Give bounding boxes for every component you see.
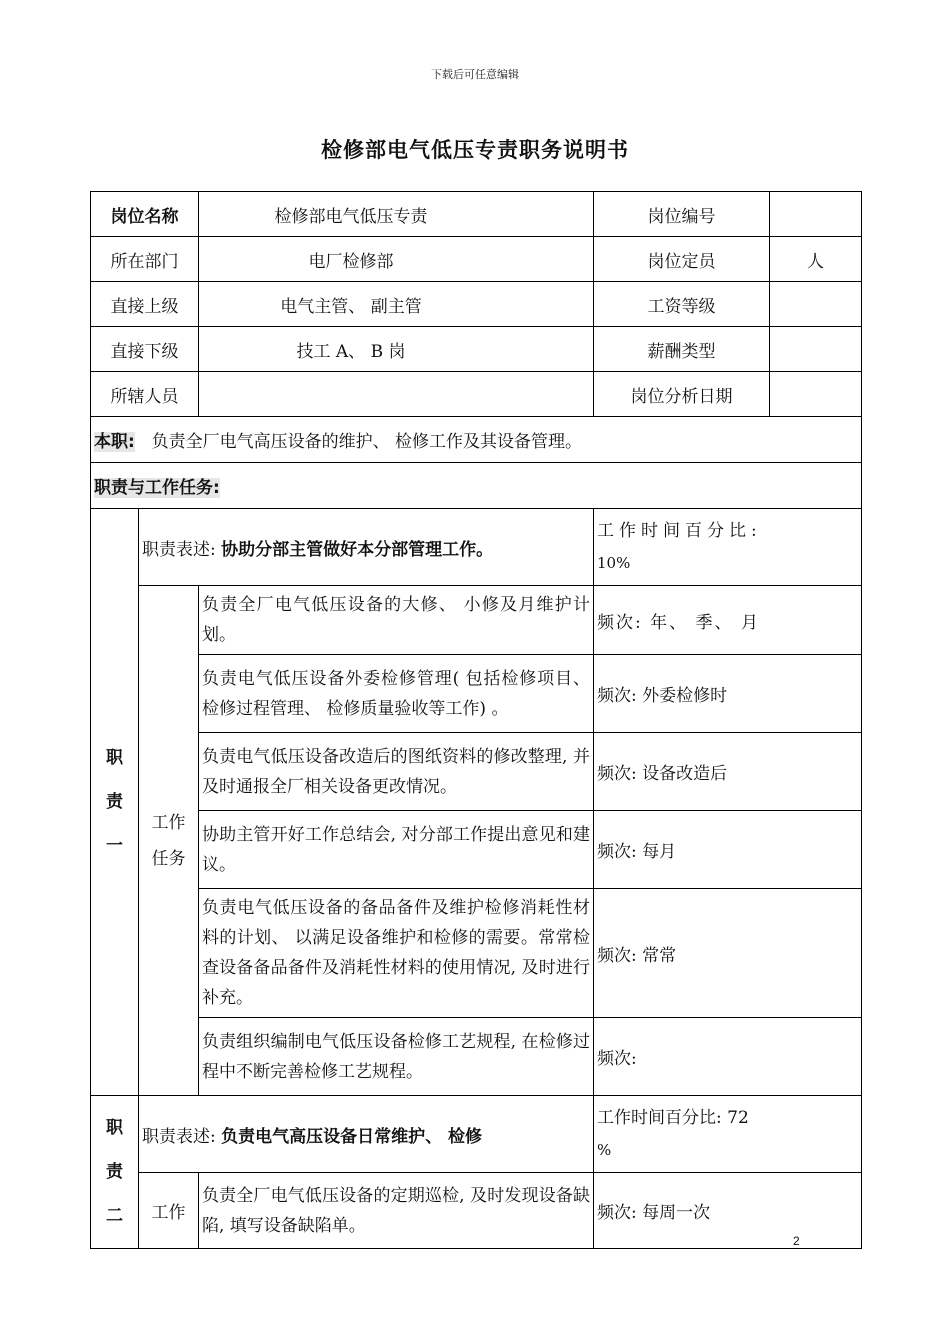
info-label: 直接下级 — [91, 327, 199, 372]
tasks-label-line: 任务 — [151, 848, 186, 869]
duty1-desc-row — [91, 509, 862, 586]
info-label: 直接上级 — [91, 282, 199, 327]
info-label: 所在部门 — [91, 237, 199, 282]
tasks-label-line: 工作 — [151, 812, 186, 833]
job-description-table — [90, 191, 862, 1249]
duties-header-row — [91, 463, 862, 509]
task-freq: 频次: 每月 — [594, 811, 862, 889]
info-value — [770, 327, 862, 372]
duty2-desc-prefix: 职责表述: — [142, 1126, 216, 1147]
duty2-pct-line1: 工作时间百分比: 72 — [597, 1108, 749, 1128]
duty1-pct-line1: 工作时间百分比: — [597, 521, 762, 541]
task-text: 负责电气低压设备的备品备件及维护检修消耗性材料的计划、 以满足设备维护和检修的需要。常常检查设备备品备件及消耗性材料的使用情况, 及时进行补充。 — [199, 889, 594, 1018]
duty2-pct-line2: % — [597, 1141, 612, 1159]
duty2-label-char: 二 — [106, 1206, 123, 1226]
info-label-text: 岗位编号 — [647, 206, 716, 227]
duties-header: 职责与工作任务: — [94, 478, 220, 498]
task-text: 负责电气低压设备改造后的图纸资料的修改整理, 并及时通报全厂相关设备更改情况。 — [199, 733, 594, 811]
info-value — [770, 192, 862, 237]
task-row — [91, 733, 862, 811]
duties-header-cell — [91, 463, 862, 509]
tasks-label — [139, 586, 199, 1096]
duty1-label-char: 一 — [106, 836, 123, 856]
duty1-desc — [139, 509, 594, 586]
duty1-desc-text: 协助分部主管做好本分部管理工作。 — [221, 539, 494, 560]
task-row — [91, 811, 862, 889]
info-row — [91, 282, 862, 327]
info-value-text: 检修部电气低压专责 — [274, 206, 428, 227]
benzhi-text: 负责全厂电气高压设备的维护、 检修工作及其设备管理。 — [151, 432, 583, 452]
info-label: 岗位名称 — [91, 192, 199, 237]
header-note: 下载后可任意编辑 — [431, 68, 519, 81]
task-text: 协助主管开好工作总结会, 对分部工作提出意见和建议。 — [199, 811, 594, 889]
info-value-text: 电厂检修部 — [308, 251, 394, 272]
duty2-label-char: 责 — [106, 1162, 123, 1182]
info-row — [91, 192, 862, 237]
duty2-desc — [139, 1096, 594, 1173]
benzhi-cell — [91, 417, 862, 463]
info-value — [199, 327, 594, 372]
info-value — [199, 192, 594, 237]
info-value — [770, 282, 862, 327]
info-value — [199, 372, 594, 417]
info-row — [91, 372, 862, 417]
duty2-label-char: 职 — [106, 1118, 123, 1138]
info-row — [91, 237, 862, 282]
task-freq: 频次: 设备改造后 — [594, 733, 862, 811]
task-freq: 频次: 年、 季、 月 — [594, 586, 862, 655]
info-value-text: 电气主管、 副主管 — [280, 296, 422, 317]
task-row — [91, 586, 862, 655]
task-text: 负责组织编制电气低压设备检修工艺规程, 在检修过程中不断完善检修工艺规程。 — [199, 1018, 594, 1096]
duty2-tasks-label: 工作 — [139, 1173, 199, 1249]
task-freq: 频次: 外委检修时 — [594, 655, 862, 733]
benzhi-row — [91, 417, 862, 463]
duty1-pct — [594, 509, 862, 586]
info-value — [770, 372, 862, 417]
info-label — [594, 192, 770, 237]
task-freq: 频次: 每周一次 — [594, 1173, 862, 1249]
task-row — [91, 655, 862, 733]
info-label: 岗位分析日期 — [594, 372, 770, 417]
page-number: 2 — [793, 1234, 800, 1248]
duty1-label-char: 责 — [106, 792, 123, 812]
info-value — [199, 282, 594, 327]
task-freq: 频次: — [594, 1018, 862, 1096]
duty2-label — [91, 1096, 139, 1249]
task-text: 负责电气低压设备外委检修管理( 包括检修项目、 检修过程管理、 检修质量验收等工作) 。 — [199, 655, 594, 733]
duty1-desc-prefix: 职责表述: — [142, 539, 216, 560]
benzhi-label: 本职: — [94, 432, 135, 452]
info-value-text: 技工 A、 B 岗 — [296, 341, 406, 362]
task-row — [91, 1018, 862, 1096]
info-value: 人 — [770, 237, 862, 282]
task-row — [91, 1173, 862, 1249]
info-label: 岗位定员 — [594, 237, 770, 282]
info-row — [91, 327, 862, 372]
duty2-desc-row — [91, 1096, 862, 1173]
duty1-label-char: 职 — [106, 748, 123, 768]
info-label: 所辖人员 — [91, 372, 199, 417]
task-row — [91, 889, 862, 1018]
info-label: 薪酬类型 — [594, 327, 770, 372]
duty2-pct — [594, 1096, 862, 1173]
task-text: 负责全厂电气低压设备的大修、 小修及月维护计划。 — [199, 586, 594, 655]
task-freq: 频次: 常常 — [594, 889, 862, 1018]
info-value — [199, 237, 594, 282]
task-text: 负责全厂电气低压设备的定期巡检, 及时发现设备缺陷, 填写设备缺陷单。 — [199, 1173, 594, 1249]
document-title: 检修部电气低压专责职务说明书 — [321, 138, 629, 162]
info-label: 工资等级 — [594, 282, 770, 327]
duty1-label — [91, 509, 139, 1096]
duty2-desc-text: 负责电气高压设备日常维护、 检修 — [221, 1126, 483, 1147]
duty1-pct-line2: 10% — [597, 554, 631, 572]
